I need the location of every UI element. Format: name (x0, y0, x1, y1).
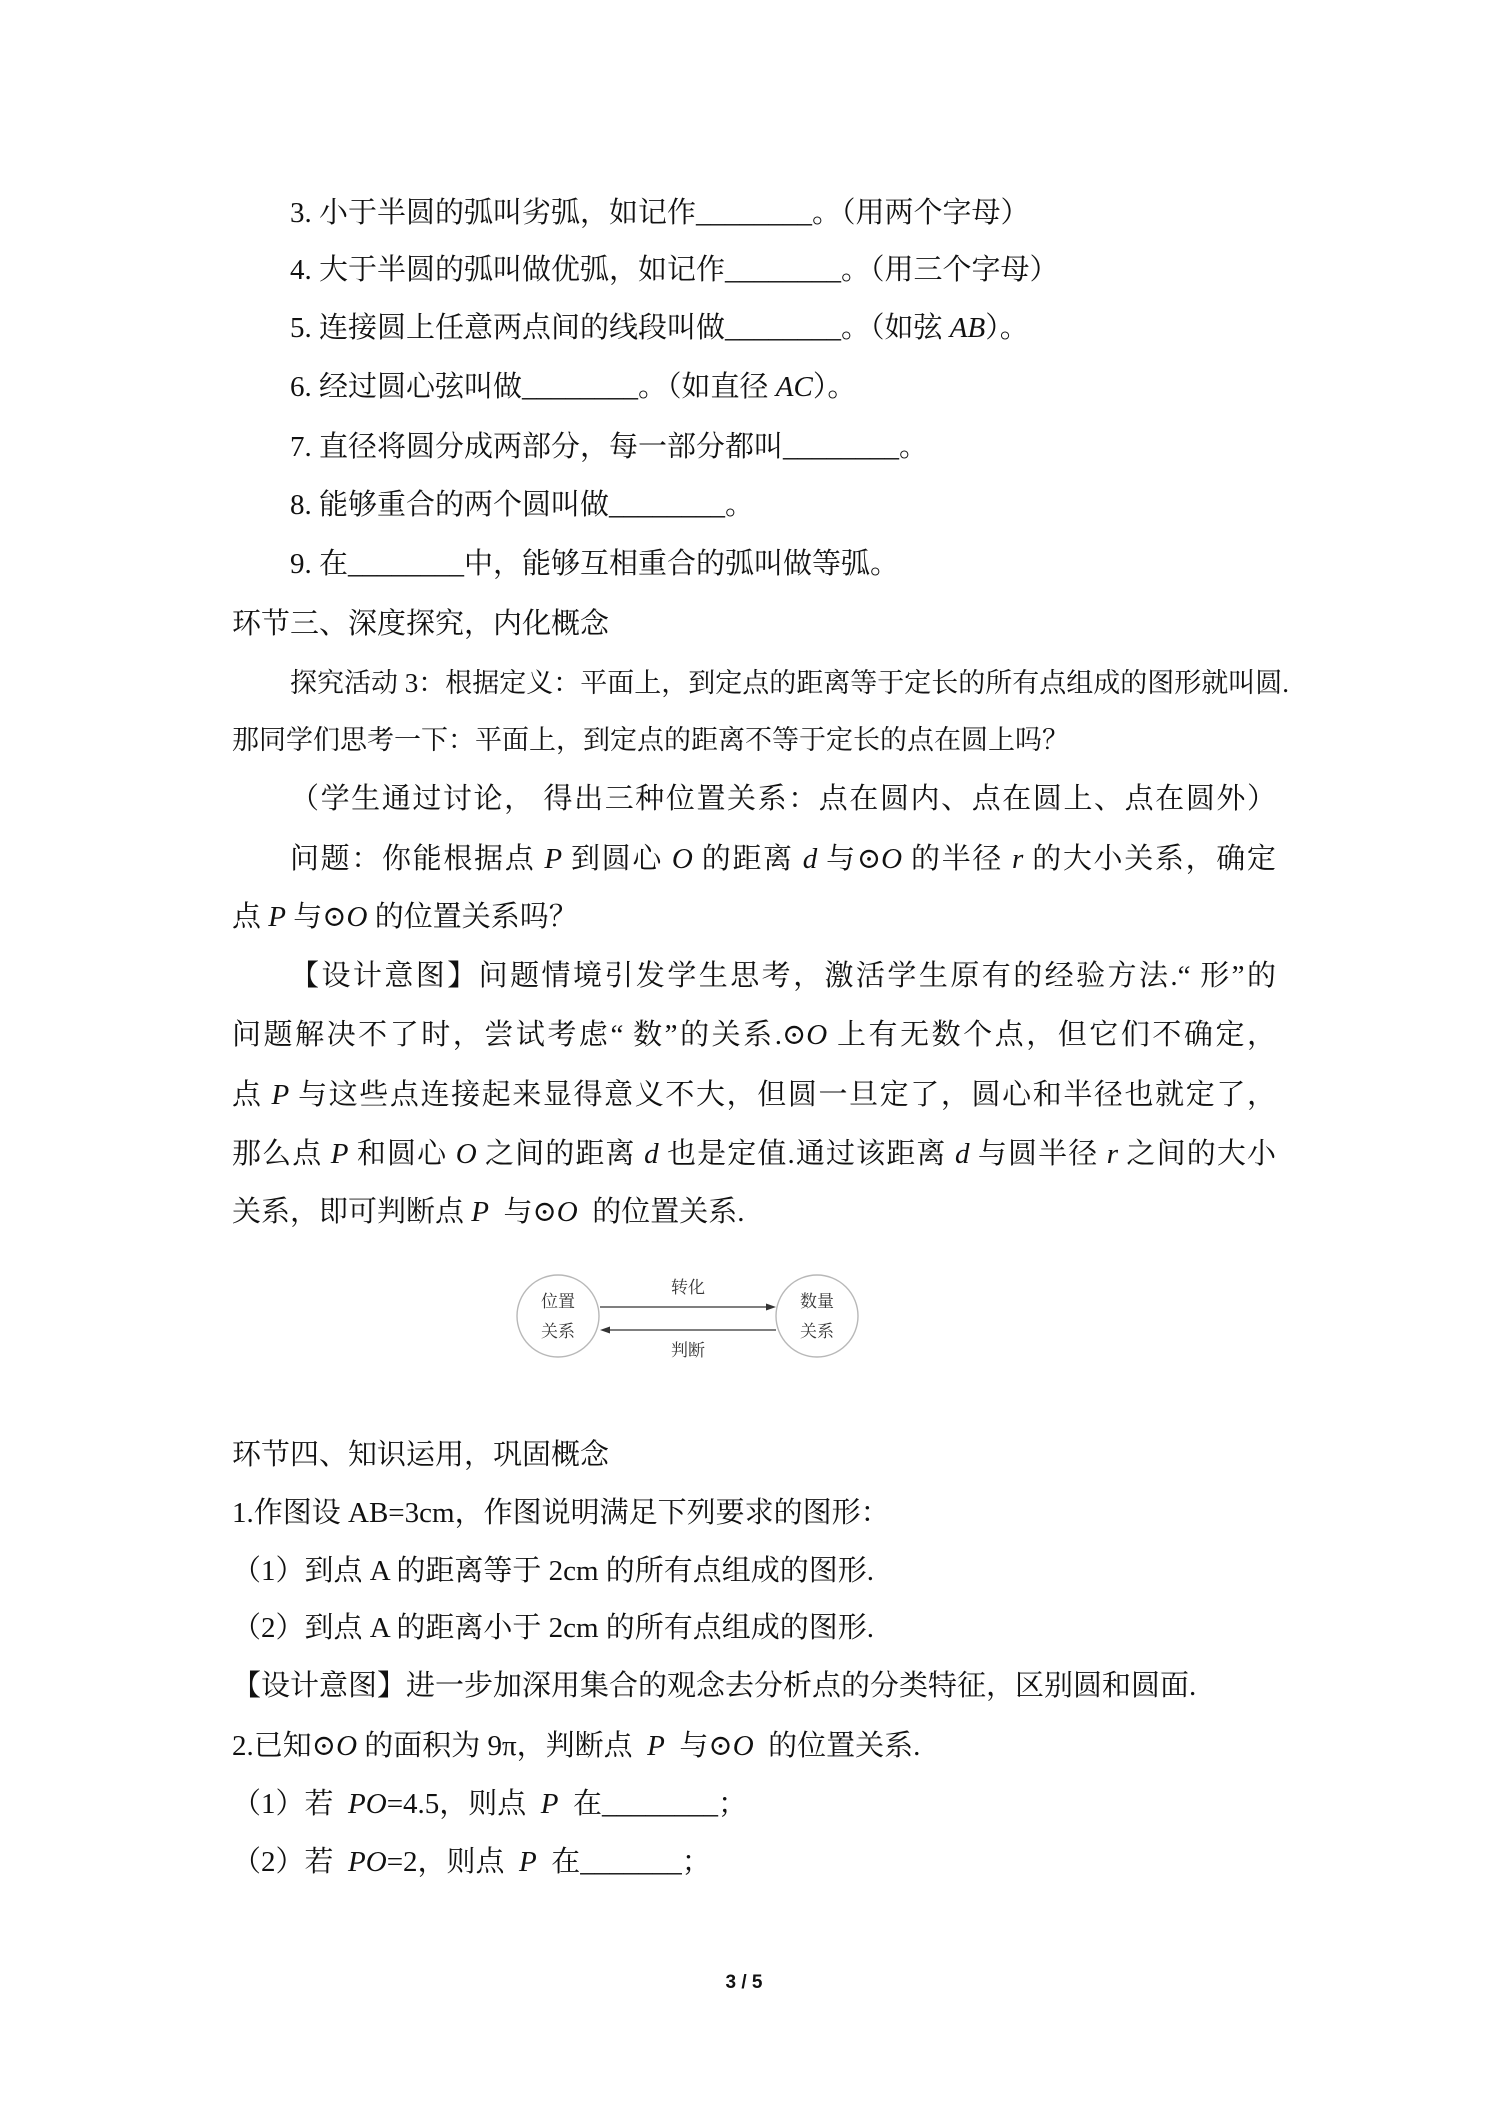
activity-paragraph-line-1 (290, 663, 1289, 703)
student-discussion-note (290, 779, 1276, 819)
design-intent-line-2 (232, 1015, 1276, 1055)
position-relation-circle (517, 1275, 599, 1357)
text-run: （1）若 (232, 1788, 349, 1820)
forward-arrow-label: 转化 (671, 1278, 705, 1297)
definition-item-3 (290, 193, 1030, 233)
math-variable: O (336, 1730, 358, 1762)
text-run: 与⊙ (285, 901, 347, 933)
math-variable: P (647, 1730, 665, 1762)
exercise-1-prompt (232, 1493, 890, 1533)
text-run: 7. 直径将圆分成两部分，每一部分都叫________。 (290, 431, 929, 463)
definition-item-4 (290, 250, 1059, 290)
definition-item-7 (290, 427, 928, 467)
definition-item-6 (290, 367, 856, 407)
text-run: 那同学们思考一下：平面上，到定点的距离不等于定长的点在圆上吗？ (232, 725, 1069, 755)
math-variable: O (732, 1730, 754, 1762)
right-circle-label-line-1: 数量 (800, 1292, 834, 1311)
definition-item-8 (290, 485, 754, 525)
math-variable: O (556, 1196, 578, 1228)
text-run: =2，则点 (386, 1846, 520, 1878)
text-run: 的大小关系，确定 (1023, 843, 1276, 875)
text-run: 点 (232, 901, 269, 933)
math-variable: O (455, 1138, 477, 1170)
math-variable: P (519, 1846, 537, 1878)
design-intent-line-1 (290, 956, 1276, 996)
text-run: 5. 连接圆上任意两点间的线段叫做________。（如弦 (290, 312, 950, 344)
text-run: 之间的距离 (476, 1138, 645, 1170)
text-run: 点 (232, 1079, 272, 1111)
exercise-2-prompt (232, 1726, 920, 1766)
math-variable: d (644, 1138, 659, 1170)
text-run: （2）若 (232, 1846, 349, 1878)
text-run: 6. 经过圆心弦叫做________。（如直径 (290, 371, 776, 403)
text-run: 环节四、知识运用，巩固概念 (232, 1439, 610, 1471)
text-run: 的位置关系. (753, 1730, 921, 1762)
design-intent-line-4 (232, 1134, 1276, 1174)
section-3-heading (232, 604, 609, 644)
math-variable: O (671, 843, 693, 875)
text-run: ）。 (812, 371, 857, 403)
text-run: 的位置关系. (577, 1196, 745, 1228)
text-run: 探究活动 3：根据定义：平面上，到定点的距离等于定长的所有点组成的图形就叫圆. (290, 668, 1289, 698)
text-run: 之间的大小 (1118, 1138, 1276, 1170)
text-run: （2）到点 A 的距离小于 2cm 的所有点组成的图形. (232, 1612, 875, 1644)
quantity-relation-circle (776, 1275, 858, 1357)
left-circle-label-line-2: 关系 (541, 1322, 575, 1341)
text-run: 4. 大于半圆的弧叫做优弧，如记作________。（用三个字母） (290, 254, 1059, 286)
text-run: 的面积为 9π，判断点 (357, 1730, 648, 1762)
text-run: 与圆半径 (969, 1138, 1107, 1170)
text-run: 在________； (558, 1788, 748, 1820)
math-variable: d (954, 1138, 970, 1170)
exercise-1-part-2 (232, 1608, 874, 1648)
math-variable: PO (348, 1788, 387, 1820)
text-run: 与⊙ (664, 1730, 733, 1762)
math-variable: r (1106, 1138, 1119, 1170)
text-run: 和圆心 (348, 1138, 456, 1170)
exercise-1-design-intent (232, 1666, 1196, 1706)
math-variable: P (330, 1138, 349, 1170)
text-run: 9. 在________中，能够互相重合的弧叫做等弧。 (290, 548, 900, 580)
text-run: 也是定值.通过该距离 (658, 1138, 955, 1170)
page-number: 3 / 5 (725, 1972, 763, 1993)
math-variable: P (544, 843, 563, 875)
definition-item-5 (290, 308, 1029, 348)
definition-item-9 (290, 544, 899, 584)
math-variable: P (540, 1788, 559, 1820)
text-run: 问题：你能根据点 (290, 843, 545, 875)
text-run: 在_______； (536, 1846, 711, 1878)
math-variable: O (346, 901, 368, 933)
text-run: 到圆心 (562, 843, 672, 875)
text-run: 1.作图设 AB=3cm，作图说明满足下列要求的图形： (232, 1497, 890, 1529)
text-run: 的位置关系吗？ (367, 901, 578, 933)
text-run: 问题解决不了时，尝试考虑“ 数”的关系.⊙ (232, 1019, 807, 1051)
activity-paragraph-line-2 (232, 720, 1069, 760)
text-run: 2.已知⊙ (232, 1730, 337, 1762)
text-run: 【设计意图】进一步加深用集合的观念去分析点的分类特征，区别圆和圆面. (232, 1670, 1197, 1702)
text-run: 的半径 (902, 843, 1012, 875)
math-variable: AC (775, 371, 813, 403)
relationship-diagram (500, 1260, 880, 1375)
text-run: 环节三、深度探究，内化概念 (232, 608, 610, 640)
text-run: ）。 (985, 312, 1029, 344)
backward-arrow-label: 判断 (671, 1341, 705, 1360)
math-variable: P (271, 1079, 290, 1111)
backward-arrowhead (600, 1327, 610, 1334)
math-variable: O (806, 1019, 828, 1051)
math-variable: r (1011, 843, 1024, 875)
design-intent-line-3 (232, 1075, 1276, 1115)
math-variable: d (802, 843, 818, 875)
text-run: 与⊙ (488, 1196, 557, 1228)
math-variable: O (881, 843, 903, 875)
text-run: 关系，即可判断点 (232, 1196, 472, 1228)
left-circle-label-line-1: 位置 (541, 1292, 575, 1311)
section-4-heading (232, 1435, 609, 1475)
text-run: 的距离 (692, 843, 803, 875)
forward-arrowhead (766, 1304, 776, 1311)
math-variable: P (471, 1196, 489, 1228)
exercise-1-part-1 (232, 1551, 874, 1591)
text-run: 8. 能够重合的两个圆叫做________。 (290, 489, 755, 521)
text-run: 3. 小于半圆的弧叫劣弧，如记作________。（用两个字母） (290, 197, 1030, 229)
right-circle-label-line-2: 关系 (800, 1322, 834, 1341)
question-line-2 (232, 897, 578, 937)
question-line-1 (290, 839, 1276, 879)
math-variable: AB (949, 312, 986, 344)
text-run: 【设计意图】问题情境引发学生思考，激活学生原有的经验方法.“ 形”的 (290, 960, 1276, 992)
exercise-2-part-2 (232, 1842, 711, 1882)
text-run: 那么点 (232, 1138, 331, 1170)
text-run: =4.5，则点 (386, 1788, 541, 1820)
text-run: 上有无数个点，但它们不确定， (827, 1019, 1276, 1051)
exercise-2-part-1 (232, 1784, 747, 1824)
text-run: （学生通过讨论， 得出三种位置关系：点在圆内、点在圆上、点在圆外） (290, 783, 1276, 815)
text-run: 与这些点连接起来显得意义不大，但圆一旦定了，圆心和半径也就定了， (289, 1079, 1276, 1111)
text-run: （1）到点 A 的距离等于 2cm 的所有点组成的图形. (232, 1555, 875, 1587)
math-variable: PO (348, 1846, 387, 1878)
math-variable: P (268, 901, 286, 933)
design-intent-line-5 (232, 1192, 745, 1232)
text-run: 与⊙ (817, 843, 882, 875)
